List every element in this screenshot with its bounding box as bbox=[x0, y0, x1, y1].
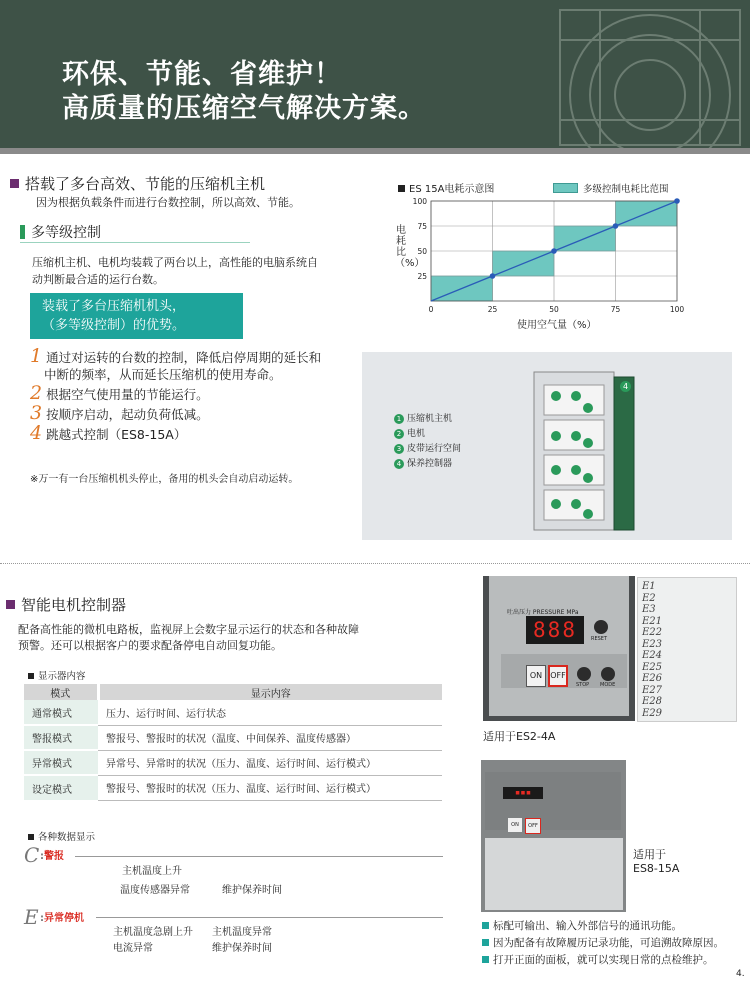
item-number: 3 bbox=[30, 402, 43, 424]
banner-underline bbox=[0, 148, 750, 154]
error-item: 电流异常 bbox=[113, 943, 153, 954]
led-display-small: ▪▪▪ bbox=[503, 787, 543, 799]
error-item: 维护保养时间 bbox=[212, 943, 272, 954]
alarm-label-text: 警报 bbox=[44, 851, 64, 862]
panel-lower-sheet bbox=[485, 838, 623, 910]
mode-button[interactable] bbox=[601, 667, 615, 681]
list-item bbox=[30, 422, 321, 444]
panel1-caption: 适用于ES2-4A bbox=[483, 730, 556, 743]
error-rule bbox=[96, 917, 443, 918]
table-row bbox=[24, 725, 442, 750]
section2-desc-1: 配备高性能的微机电路板，监视屏上会数字显示运行的状态和各种故障 bbox=[18, 623, 359, 636]
feature-list bbox=[482, 918, 724, 969]
error-code: E29 bbox=[642, 707, 663, 719]
mode-cell: 通常模式 bbox=[24, 700, 98, 725]
section-divider bbox=[0, 563, 750, 564]
heading-rule bbox=[20, 242, 250, 243]
list-item bbox=[482, 952, 724, 969]
y-tick-label: 100 bbox=[412, 197, 427, 206]
section1-intro: 因为根据负载条件而进行台数控制，所以高效、节能。 bbox=[36, 196, 300, 209]
error-letter: E bbox=[24, 905, 39, 929]
feature-text: 标配可输出、输入外部信号的通讯功能。 bbox=[493, 920, 682, 932]
display-header: 吐出压力 PRESSURE MPa bbox=[507, 609, 579, 616]
alarm-item: 温度传感器异常 bbox=[120, 885, 190, 896]
advantage-box bbox=[30, 293, 243, 339]
legend-label: 多级控制电耗比范围 bbox=[583, 184, 669, 195]
column-header-content: 显示内容 bbox=[98, 684, 442, 700]
table-header-row bbox=[24, 684, 442, 700]
teal-square-icon bbox=[482, 956, 489, 963]
data-point bbox=[613, 223, 619, 229]
error-code: E23 bbox=[642, 638, 663, 650]
multi-level-heading-text: 多等级控制 bbox=[31, 225, 101, 241]
y-tick-label: 75 bbox=[417, 222, 427, 231]
multi-level-heading bbox=[20, 222, 101, 242]
error-code: E2 bbox=[642, 592, 656, 604]
y-tick-label: 50 bbox=[417, 247, 427, 256]
x-tick-label: 0 bbox=[428, 305, 434, 314]
alarm-letter: C bbox=[24, 843, 40, 867]
machine-legend-item bbox=[394, 442, 461, 457]
data-point bbox=[490, 273, 496, 279]
mode-cell: 警报模式 bbox=[24, 725, 98, 750]
machine-legend-item bbox=[394, 427, 461, 442]
alarm-item: 主机温度上升 bbox=[122, 866, 182, 877]
desc-line-2: 动判断最合适的运行台数。 bbox=[32, 273, 164, 286]
legend-badge: 2 bbox=[394, 429, 404, 439]
reset-label: RESET bbox=[591, 636, 608, 642]
legend-text: 电机 bbox=[407, 429, 426, 439]
error-label: :异常停机 bbox=[40, 913, 84, 924]
section2-title-text: 智能电机控制器 bbox=[21, 596, 127, 614]
square-bullet-icon bbox=[28, 834, 34, 840]
green-bar-icon bbox=[20, 225, 25, 239]
square-bullet-icon bbox=[398, 185, 405, 192]
section1-title-text: 搭载了多台高效、节能的压缩机主机 bbox=[25, 175, 266, 193]
data-point bbox=[674, 198, 680, 204]
panel-upper bbox=[485, 772, 621, 830]
panel2-caption bbox=[633, 848, 679, 876]
section1-title bbox=[10, 173, 265, 194]
panel2-caption-line-2: ES8-15A bbox=[633, 862, 680, 875]
item-number: 1 bbox=[30, 345, 43, 367]
teal-square-icon bbox=[482, 939, 489, 946]
content-cell: 警报号、警报时的状况（压力、温度、运行时间、运行模式） bbox=[98, 775, 442, 800]
legend-text: 压缩机主机 bbox=[407, 414, 453, 424]
y-tick-label: 25 bbox=[417, 272, 427, 281]
off-button[interactable]: OFF bbox=[548, 665, 568, 687]
panel-face bbox=[489, 576, 629, 716]
teal-square-icon bbox=[482, 922, 489, 929]
y-axis-label: 电耗比（%） bbox=[395, 225, 425, 269]
alarm-label: :警报 bbox=[40, 851, 64, 862]
error-code: E26 bbox=[642, 673, 663, 684]
footnote: ※万一有一台压缩机机头停止，备用的机头会自动启动运转。 bbox=[30, 474, 299, 485]
error-code: E25 bbox=[642, 661, 663, 673]
machine-figure-panel bbox=[362, 352, 732, 540]
item-text: 跳越式控制（ES8-15A） bbox=[46, 427, 187, 442]
x-tick-label: 50 bbox=[549, 305, 559, 314]
feature-text: 因为配备有故障履历记录功能，可追溯故障原因。 bbox=[493, 937, 724, 949]
table-row bbox=[24, 700, 442, 725]
legend-text: 皮带运行空间 bbox=[407, 444, 462, 454]
page-number: 4. bbox=[736, 969, 745, 979]
error-code: E3 bbox=[642, 604, 656, 615]
legend-badge: 3 bbox=[394, 444, 404, 454]
power-ratio-chart bbox=[405, 193, 695, 318]
section2-desc-2: 预警。还可以根据客户的要求配备停电自动回复功能。 bbox=[18, 639, 282, 652]
square-bullet-icon bbox=[6, 600, 15, 609]
table-row bbox=[24, 750, 442, 775]
chart-title-text: ES 15A电耗示意图 bbox=[409, 184, 495, 195]
error-code: E22 bbox=[642, 627, 663, 638]
list-item bbox=[482, 935, 724, 952]
table-title bbox=[28, 668, 86, 682]
error-code: E24 bbox=[642, 650, 663, 661]
legend-text: 保养控制器 bbox=[407, 459, 453, 469]
alarm-item: 维护保养时间 bbox=[222, 885, 282, 896]
legend-swatch bbox=[553, 183, 578, 193]
advantage-line-2: （多等级控制）的优势。 bbox=[42, 318, 186, 333]
header-banner bbox=[0, 0, 750, 148]
item-number: 4 bbox=[30, 422, 43, 444]
item-number: 2 bbox=[30, 382, 43, 404]
square-bullet-icon bbox=[10, 179, 19, 188]
content-cell: 压力、运行时间、运行状态 bbox=[98, 700, 442, 725]
item-text-cont: 中断的频率，从而延长压缩机的使用寿命。 bbox=[44, 367, 282, 382]
column-header-mode: 模式 bbox=[50, 688, 71, 700]
error-item: 主机温度急剧上升 bbox=[113, 927, 193, 938]
list-item bbox=[30, 345, 322, 367]
data-point bbox=[551, 248, 557, 254]
stop-label: STOP bbox=[576, 682, 590, 688]
x-tick-label: 100 bbox=[669, 305, 685, 314]
stop-button[interactable] bbox=[577, 667, 591, 681]
error-code-sheet bbox=[637, 577, 737, 722]
machine-legend-item bbox=[394, 457, 461, 472]
mode-cell: 设定模式 bbox=[24, 775, 98, 800]
legend-badge: 1 bbox=[394, 414, 404, 424]
list-item bbox=[30, 382, 321, 404]
square-bullet-icon bbox=[28, 673, 34, 679]
error-code: E1 bbox=[642, 581, 656, 592]
error-code: E27 bbox=[642, 684, 663, 696]
error-label-text: 异常停机 bbox=[44, 913, 84, 924]
alarm-rule bbox=[75, 856, 443, 857]
x-axis-label: 使用空气量（%） bbox=[517, 320, 597, 331]
banner-line-2: 高质量的压缩空气解决方案。 bbox=[62, 93, 426, 124]
feature-text: 打开正面的面板，就可以实现日常的点检维护。 bbox=[493, 954, 714, 966]
content-cell: 异常号、异常时的状况（压力、温度、运行时间、运行模式） bbox=[98, 750, 442, 775]
error-item: 主机温度异常 bbox=[212, 927, 272, 938]
section2-title bbox=[6, 594, 126, 615]
display-content-table bbox=[24, 684, 442, 801]
advantage-list bbox=[30, 345, 322, 444]
reset-button[interactable] bbox=[594, 620, 608, 634]
mode-label: MODE bbox=[600, 682, 616, 688]
panel2-caption-line-1: 适用于 bbox=[633, 848, 666, 861]
machine-legend-item bbox=[394, 412, 461, 427]
on-button[interactable]: ON bbox=[508, 818, 522, 832]
data-display-title-text: 各种数据显示 bbox=[38, 832, 96, 843]
off-button[interactable]: OFF bbox=[525, 818, 541, 834]
list-item bbox=[482, 918, 724, 935]
banner-line-1: 环保、节能、省维护！ bbox=[62, 59, 342, 90]
list-item bbox=[30, 402, 321, 424]
item-text: 根据空气使用量的节能运行。 bbox=[46, 387, 209, 402]
table-title-text: 显示器内容 bbox=[38, 671, 86, 682]
error-code: E21 bbox=[642, 615, 663, 627]
x-tick-label: 25 bbox=[487, 305, 498, 314]
advantage-line-1: 装载了多台压缩机机头， bbox=[42, 299, 186, 314]
controller-panel-es2-4a bbox=[483, 576, 635, 721]
error-code: E28 bbox=[642, 696, 663, 707]
x-tick-label: 75 bbox=[610, 305, 621, 314]
machine-legend bbox=[394, 412, 461, 472]
data-display-title bbox=[28, 829, 95, 843]
table-row bbox=[24, 775, 442, 800]
callout-badge: 4 bbox=[620, 381, 631, 392]
legend-badge: 4 bbox=[394, 459, 404, 469]
content-cell: 警报号、警报时的状况（温度、中间保养、温度传感器） bbox=[98, 725, 442, 750]
led-display: 888 bbox=[526, 616, 584, 644]
item-text: 通过对运转的台数的控制，降低启停周期的延长和 bbox=[46, 350, 322, 365]
on-button[interactable]: ON bbox=[526, 665, 546, 687]
desc-line-1: 压缩机主机、电机均装载了两台以上，高性能的电脑系统自 bbox=[32, 256, 318, 269]
controller-panel-es8-15a bbox=[481, 760, 626, 912]
item-text: 按顺序启动，起动负荷低减。 bbox=[46, 407, 209, 422]
mode-cell: 异常模式 bbox=[24, 750, 98, 775]
